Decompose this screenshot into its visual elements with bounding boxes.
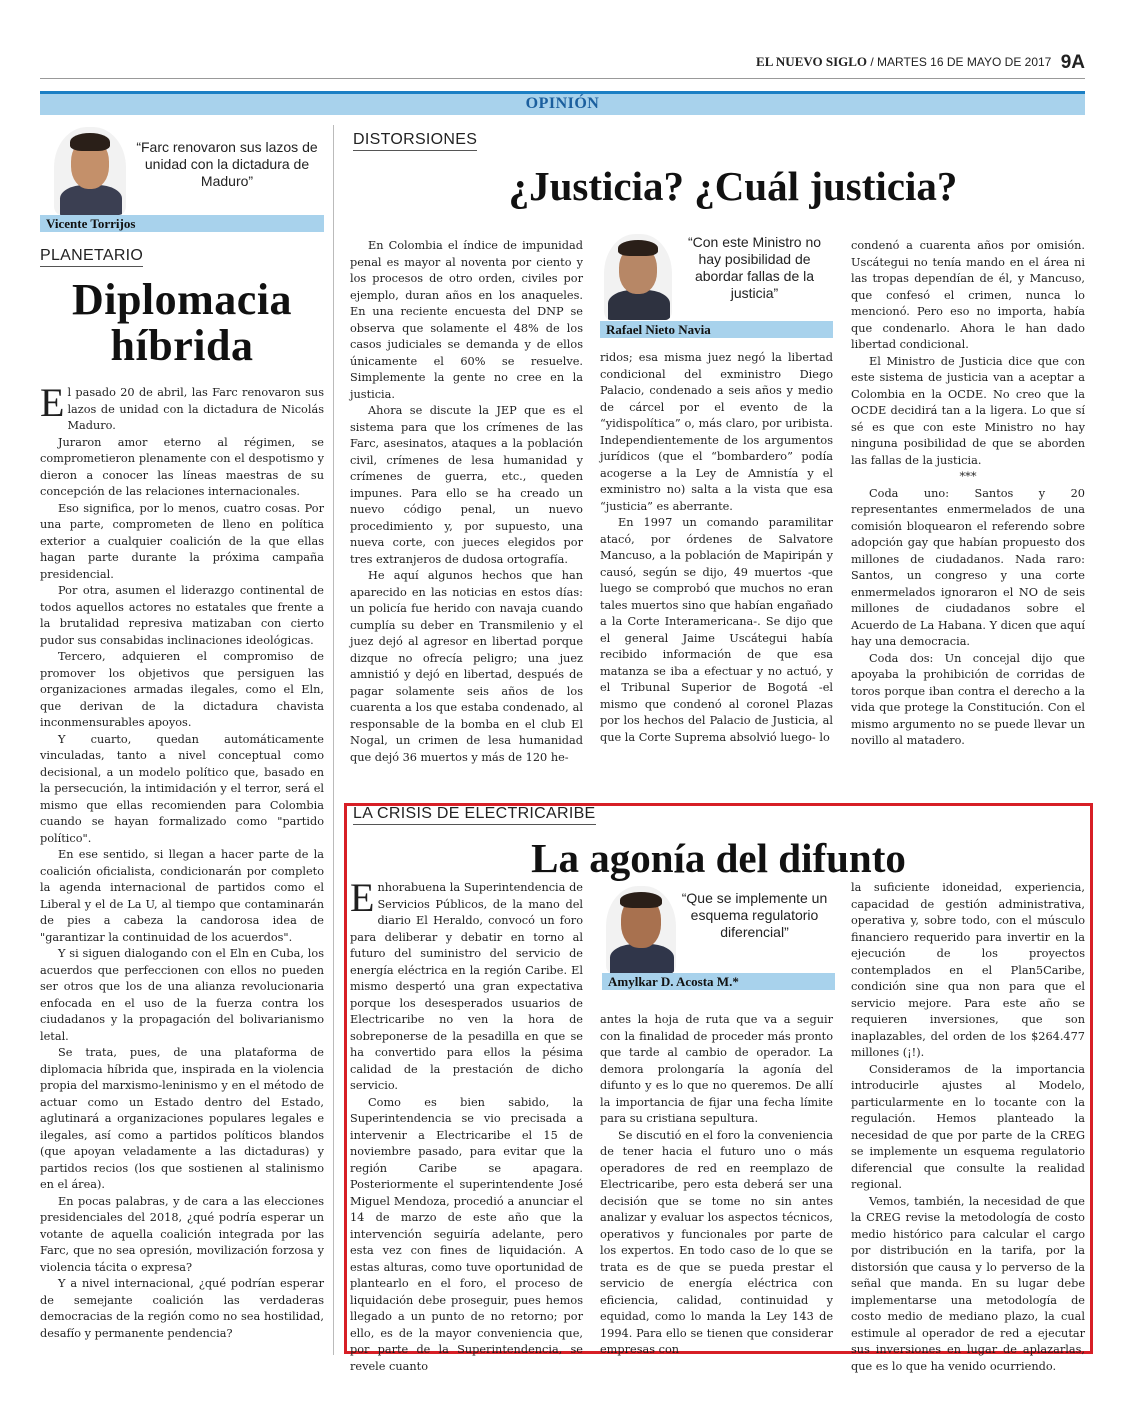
paragraph: En pocas palabras, y de cara a las elecciones presidenciales del 2018, ¿qué podría esperar un votante de aquella coalición integrada por las Farc, que no sea opresión, movilización forzosa y violencia tácita o expresa? — [40, 1194, 324, 1274]
article-column-1 — [350, 875, 583, 1375]
author-name: Amylkar D. Acosta M.* — [602, 973, 835, 990]
article-justicia — [341, 125, 1085, 209]
paragraph: Se trata, pues, de una plataforma de diplomacia híbrida que, inspirada en la violencia propia del marxismo-leninismo y en el método de actuar como un Estado dentro del Estado, aglutinará a organizaciones populares legales e ilegales, así como a partidos políticos blandos (que apoyan veladamente a las dictaduras) y partidos recios (los que sostienen al stalinismo en el área). — [40, 1046, 324, 1191]
article-diplomacia-hibrida — [40, 125, 324, 1342]
paragraph: ridos; esa misma juez negó la libertad condicional del exministro Diego Palacio, condenado a seis años y medio de cárcel por el evento de la “yidispolítica” o, más claro, por uribista. Independientemente de los argumentos jurídicos (que el “bombardero” podía acogerse a la Ley de Amnistía y el exministro no) salta a la vista que esa “justicia” es aberrante. — [600, 351, 833, 513]
article-title: La agonía del difunto — [531, 835, 906, 881]
dropcap: E — [40, 380, 65, 425]
paragraph: condenó a cuarenta años por omisión. Uscátegui no tenía mando en el área ni las tropas dependían de él, y Mancuso, que confesó el crimen, nunca lo mencionó. Pero eso no importa, había que condenarlo. Ahora le han dado libertad condicional. — [851, 239, 1085, 351]
author-box — [600, 232, 833, 344]
article-body — [40, 380, 324, 1342]
article-column-2 — [600, 1012, 833, 1359]
author-photo — [606, 886, 676, 974]
article-column-3 — [851, 238, 1085, 750]
author-photo — [604, 234, 672, 320]
article-title — [40, 277, 324, 369]
paragraph: En ese sentido, si llegan a hacer parte de la coalición oficialista, condicionarán por completo la agenda internacional de partidos como el Liberal y el de La U, al tiempo que contaminarán de pies a cabeza la candorosa idea de "garantizar la continuidad de los acuerdos". — [40, 848, 324, 944]
author-box — [40, 125, 324, 233]
paragraph: Eso significa, por lo menos, cuatro cosas. Por una parte, comprometen de lleno en política exterior a cualquier coalición de la que ellas hagan parte durante la próxima campaña presidencial. — [40, 501, 324, 581]
paragraph: Vemos, también, la necesidad de que la CREG revise la metodología de costo medio histórico para calcular el cargo por distribución en la tarifa, por la distorsión que causa y lo perverso de la señal que manda. En su lugar debe implementarse una metodología de costo medio de mediano plazo, la cual estimule al operador de red a ejecutar sus inversiones en lugar de aplazarlas, que es lo que ha venido ocurriendo. — [851, 1194, 1085, 1373]
author-box — [602, 884, 835, 996]
masthead — [756, 52, 1085, 74]
issue-date: / MARTES 16 DE MAYO DE 2017 — [870, 55, 1052, 69]
top-rule — [40, 78, 1085, 79]
paragraph: la suficiente idoneidad, experiencia, capacidad de gestión administrativa, operativa y, sobre todo, con el músculo financiero requerido para invertir en la ejecución de los proyectos contemplados en el Plan5Caribe, condición sine qua non para que el servicio mejore. Para este año se requieren inversiones, que son inaplazables, del orden de los $264.477 millones (¡!). — [851, 881, 1085, 1059]
paragraph: Y si siguen dialogando con el Eln en Cuba, los acuerdos que perfeccionen con ellos no pueden ser otros que los de una alianza revolucionaria enfocada en el uso de la fuerza contra los ciudadanos y la propagación del bolivarianismo letal. — [40, 947, 324, 1043]
paragraph: Coda uno: Santos y 20 representantes enmermelados de una comisión bloquearon el referendo sobre adopción gay que habían propuesto dos millones de ciudadanos. Nada raro: Santos, un congreso y una corte enmermelados ignoraron el NO de seis millones de ciudadanos sobre el Acuerdo de La Habana. Y dicen que aquí hay una democracia. — [851, 486, 1085, 648]
paragraph: En Colombia el índice de impunidad penal es mayor al noventa por ciento y los procesos de otro orden, civiles por ejemplo, duran años en los anaqueles. En una reciente encuesta del DNP se observa que solamente el 48% de los casos judiciales se demanda y de ellos únicamente el 60% se resuelve. Simplemente la gente no cree en la justicia. — [350, 239, 583, 401]
article-column-2 — [600, 350, 833, 746]
paragraph: En 1997 un comando paramilitar atacó, por órdenes de Salvatore Mancuso, a la población de Mapiripán y causó, según se dijo, 49 muertos -que luego se comprobó que muchos no eran tales muertos sino que habían engañado a la Corte Interamericana-. Se dijo que el general Jaime Uscátegui había recibido información de que esa matanza se iba a efectuar y no actuó, y el Tribunal Superior de Bogotá -el mismo que condenó al coronel Plazas por los hechos del Palacio de Justicia, al que la Corte Suprema absolvió luego- lo — [600, 516, 833, 744]
title-line: híbrida — [110, 321, 254, 370]
paragraph: Juraron amor eterno al régimen, se comprometieron plenamente con el despotismo y dieron a conocer las líneas maestras de su concepción de las relaciones internacionales. — [40, 435, 324, 498]
section-title: OPINIÓN — [525, 95, 600, 112]
paragraph: Ahora se discute la JEP que es el sistema para que los crímenes de las Farc, asesinatos, ataques a la población civil, crímenes de lesa humanidad y crímenes de guerra, etc., queden impunes. Para ello se ha creado un nuevo código penal, un nuevo procedimiento y, por supuesto, una nueva corte, con jueces elegidos por tres extranjeros de dudosa ortografía. — [350, 404, 583, 566]
page-number: 9A — [1060, 52, 1085, 73]
paragraph: Se discutió en el foro la conveniencia de tener hacia el futuro uno o más operadores de red en reemplazo de Electricaribe, pero esta deberá ser una decisión que se tome no sin antes analizar y evaluar los aspectos técnicos, operativos y funcionales por parte de los expertos. En todo caso de lo que se trata es de que se pueda prestar el servicio de energía eléctrica con eficiencia, calidad, continuidad y equidad, como lo manda la Ley 143 de 1994. Para ello se tienen que considerar empresas con — [600, 1128, 833, 1356]
author-photo — [54, 127, 126, 215]
author-quote: “Que se implemente un esquema regulatorio diferencial” — [681, 890, 828, 940]
section-header — [40, 91, 1085, 115]
paragraph: Por otra, asumen el liderazgo continental de todos aquellos actores no estatales que frente a la brutalidad represiva matizaban con cierto pudor sus consabidas inclinaciones ideológicas. — [40, 584, 324, 647]
paragraph: antes la hoja de ruta que va a seguir con la finalidad de proceder más pronto que tarde al cambio de operador. La demora prolongaría la agonía del difunto y es lo que no queremos. De allí la importancia de fijar una fecha límite para su cristiana sepultura. — [600, 1013, 833, 1125]
paragraph: Y a nivel internacional, ¿qué podrían esperar de semejante coalición las verdaderas democracias de la región como no sea hostilidad, desafío y permanente pendencia? — [40, 1277, 324, 1340]
article-column-3 — [851, 880, 1085, 1375]
paragraph: Coda dos: Un concejal dijo que apoyaba la prohibición de corridas de toros porque iban contra el derecho a la vida que protege la Constitución. Con el mismo argumento no se puede llevar un novillo al matadero. — [851, 651, 1085, 747]
author-name: Rafael Nieto Navia — [600, 321, 833, 338]
author-quote: “Con este Ministro no hay posibilidad de abordar fallas de la justicia” — [687, 234, 822, 301]
paragraph: Como es bien sabido, la Superintendencia se vio precisada a intervenir a Electricaribe el 15 de noviembre pasado, para evitar que la región Caribe se apagara. Posteriormente el superintendente José Miguel Mendoza, procedió a anunciar el 14 de marzo de este año que la intervención seguiría adelante, pero esta vez con fines de liquidación. A estas alturas, como tuve oportunidad de plantearlo en el foro, el proceso de liquidación debe proseguir, pues hemos llegado a un punto de no retorno; por ello, es de la mayor conveniencia que, por parte de la Superintendencia, se revele cuanto — [350, 1095, 583, 1373]
author-name: Vicente Torrijos — [40, 215, 324, 232]
dropcap: E — [350, 875, 375, 920]
paragraph: Tercero, adquieren el compromiso de promover los objetivos que persiguen las organizaciones armadas ilegales, como el Eln, que derivan de la dictadura chavista inconmensurables apoyos. — [40, 650, 324, 729]
article-kicker: DISTORSIONES — [353, 131, 477, 151]
article-column-1 — [350, 238, 583, 766]
article-kicker: PLANETARIO — [40, 247, 143, 267]
paragraph: He aquí algunos hechos que han aparecido en las noticias en estos días: un policía fue herido con navaja cuando cumplía su deber en Transmilenio y el juez dejó al agresor en libertad porque dizque no ofrecía peligro; una juez amnistió y dejó en libertad, después de pagar solamente seis años de los cuarenta a los que estaba condenado, al responsable de la bomba en el club El Nogal, un crimen de lesa humanidad que dejó 36 muertos y más de 120 he- — [350, 569, 583, 764]
paragraph: Consideramos de la importancia introducirle ajustes al Modelo, particularmente en lo tocante con la regulación. Hemos planteado la necesidad de que por parte de la CREG se implemente un esquema regulatorio diferencial que consulte la realidad regional. — [851, 1062, 1085, 1191]
newspaper-name: EL NUEVO SIGLO — [756, 54, 868, 69]
article-kicker: LA CRISIS DE ELECTRICARIBE — [353, 805, 596, 825]
paragraph: El Ministro de Justicia dice que con este sistema de justicia van a aceptar a Colombia en la OCDE. No creo que la OCDE decidirá tan a la ligera. Lo que sí sé es que con este Ministro no hay ninguna posibilidad de que se aborden las fallas de la justicia. — [851, 354, 1085, 467]
separator: *** — [959, 470, 977, 483]
title-line: Diplomacia — [71, 275, 293, 324]
column-divider — [333, 125, 334, 1355]
paragraph: Y cuarto, quedan automáticamente vinculadas, tanto a nivel conceptual como decisional, a un modelo político que, basado en la persecución, la intimidación y el terror, será el mismo que ellas recomienden para Colombia cuando se hayan formalizado como "partido político". — [40, 732, 324, 845]
author-quote: “Farc renovaron sus lazos de unidad con la dictadura de Maduro” — [136, 139, 318, 189]
paragraph: Enhorabuena la Superintendencia de Servicios Públicos, de la mano del diario El Heraldo, convocó un foro para deliberar y debatir en torno al futuro del suministro del servicio de energía eléctrica en la región Caribe. El mismo despertó una gran expectativa porque los desesperados usuarios de Electricaribe no ven la hora de sobreponerse de la pesadilla en que se ha convertido para ellos la pésima calidad de la prestación de dicho servicio. — [350, 875, 583, 1092]
article-title: ¿Justicia? ¿Cuál justicia? — [508, 163, 958, 209]
paragraph: El pasado 20 de abril, las Farc renovaron sus lazos de unidad con la dictadura de Nicolás Maduro. — [40, 380, 324, 432]
